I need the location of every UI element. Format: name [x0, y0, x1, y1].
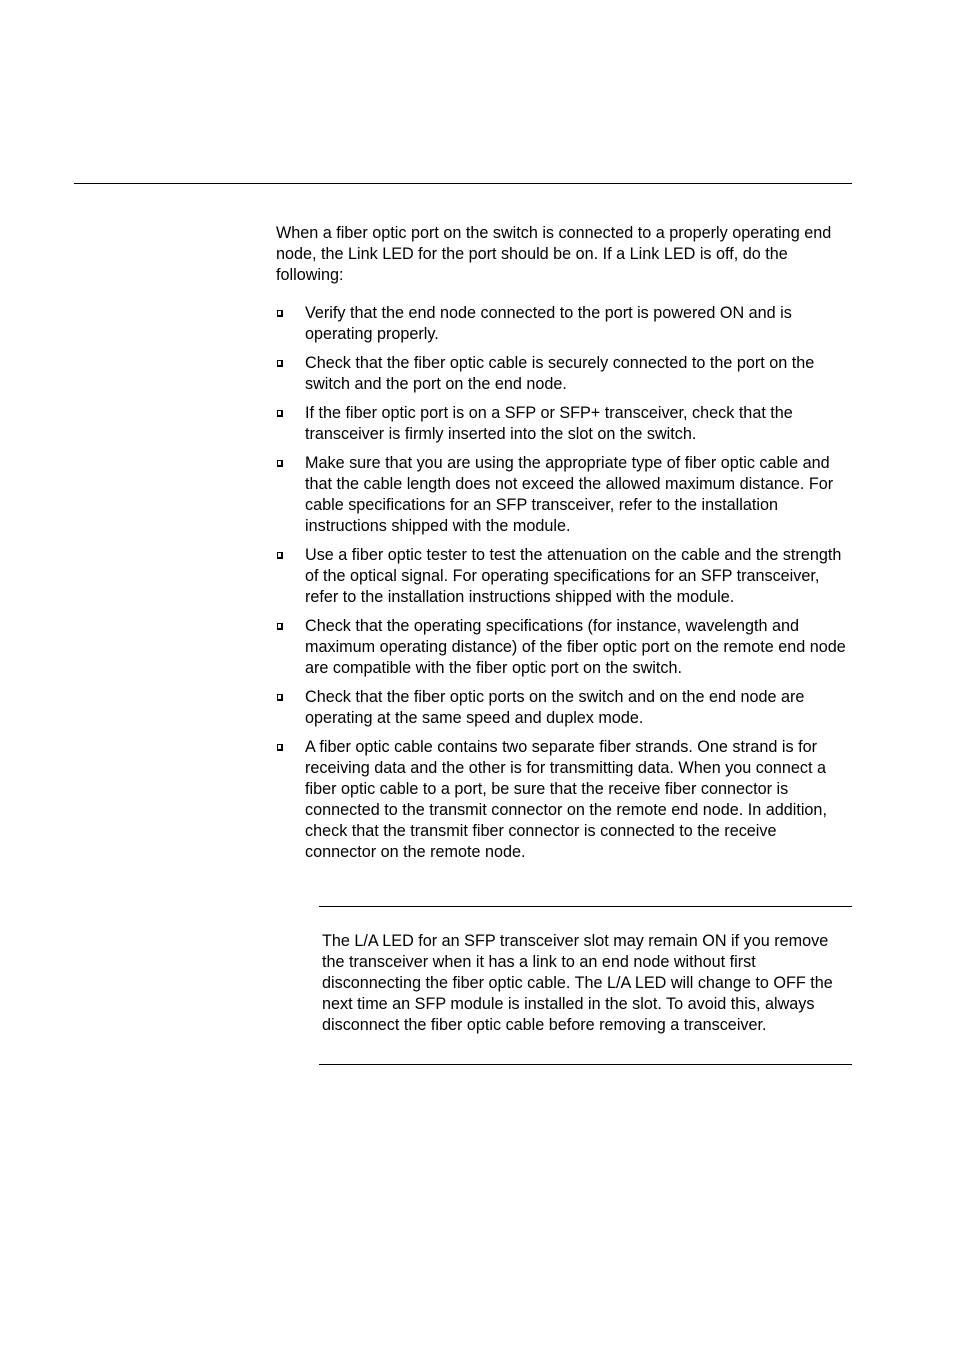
checkbox-bullet-icon: [277, 623, 283, 630]
checkbox-bullet-icon: [277, 552, 283, 559]
list-item-text: Verify that the end node connected to the port is powered ON and is operating properly.: [305, 304, 792, 343]
list-item-text: Check that the operating specifications (for instance, wavelength and maximum operating distance) of the fiber optic port on the remote end node are compatible with the fiber optic port on the switch.: [305, 617, 846, 677]
checkbox-bullet-icon: [277, 410, 283, 417]
list-item-text: Make sure that you are using the appropriate type of fiber optic cable and that the cable length does not exceed the allowed maximum distance. For cable specifications for an SFP transceiver, refer to the installation instructions shipped with the module.: [305, 454, 834, 535]
list-item: [276, 687, 852, 729]
checkbox-bullet-icon: [277, 694, 283, 701]
note-box: [319, 906, 852, 1065]
list-item: [276, 545, 852, 608]
list-item-text: A fiber optic cable contains two separate fiber strands. One strand is for receiving data and the other is for transmitting data. When you connect a fiber optic cable to a port, be sure that the receive fiber connector is connected to the transmit connector on the remote end node. In addition, check that the transmit fiber connector is connected to the receive connector on the remote node.: [305, 738, 827, 861]
main-content: [276, 223, 852, 871]
checkbox-bullet-icon: [277, 310, 283, 317]
checkbox-bullet-icon: [277, 360, 283, 367]
list-item: [276, 353, 852, 395]
list-item: [276, 737, 852, 863]
list-item-text: Use a fiber optic tester to test the attenuation on the cable and the strength of the optical signal. For operating specifications for an SFP transceiver, refer to the installation instructions shipped with the module.: [305, 546, 842, 606]
note-text: The L/A LED for an SFP transceiver slot may remain ON if you remove the transceiver when it has a link to an end node without first disconnecting the fiber optic cable. The L/A LED will change to OFF the next time an SFP module is installed in the slot. To avoid this, always disconnect the fiber optic cable before removing a transceiver.: [322, 932, 833, 1034]
list-item: [276, 303, 852, 345]
list-item-text: Check that the fiber optic ports on the switch and on the end node are operating at the same speed and duplex mode.: [305, 688, 805, 727]
troubleshooting-list: [276, 303, 852, 863]
list-item-text: If the fiber optic port is on a SFP or SFP+ transceiver, check that the transceiver is firmly inserted into the slot on the switch.: [305, 404, 793, 443]
list-item: [276, 403, 852, 445]
checkbox-bullet-icon: [277, 744, 283, 751]
list-item-text: Check that the fiber optic cable is securely connected to the port on the switch and the port on the end node.: [305, 354, 815, 393]
checkbox-bullet-icon: [277, 460, 283, 467]
intro-paragraph: When a fiber optic port on the switch is connected to a properly operating end node, the Link LED for the port should be on. If a Link LED is off, do the following:: [276, 224, 832, 284]
list-item: [276, 616, 852, 679]
header-rule: [74, 183, 852, 184]
list-item: [276, 453, 852, 537]
